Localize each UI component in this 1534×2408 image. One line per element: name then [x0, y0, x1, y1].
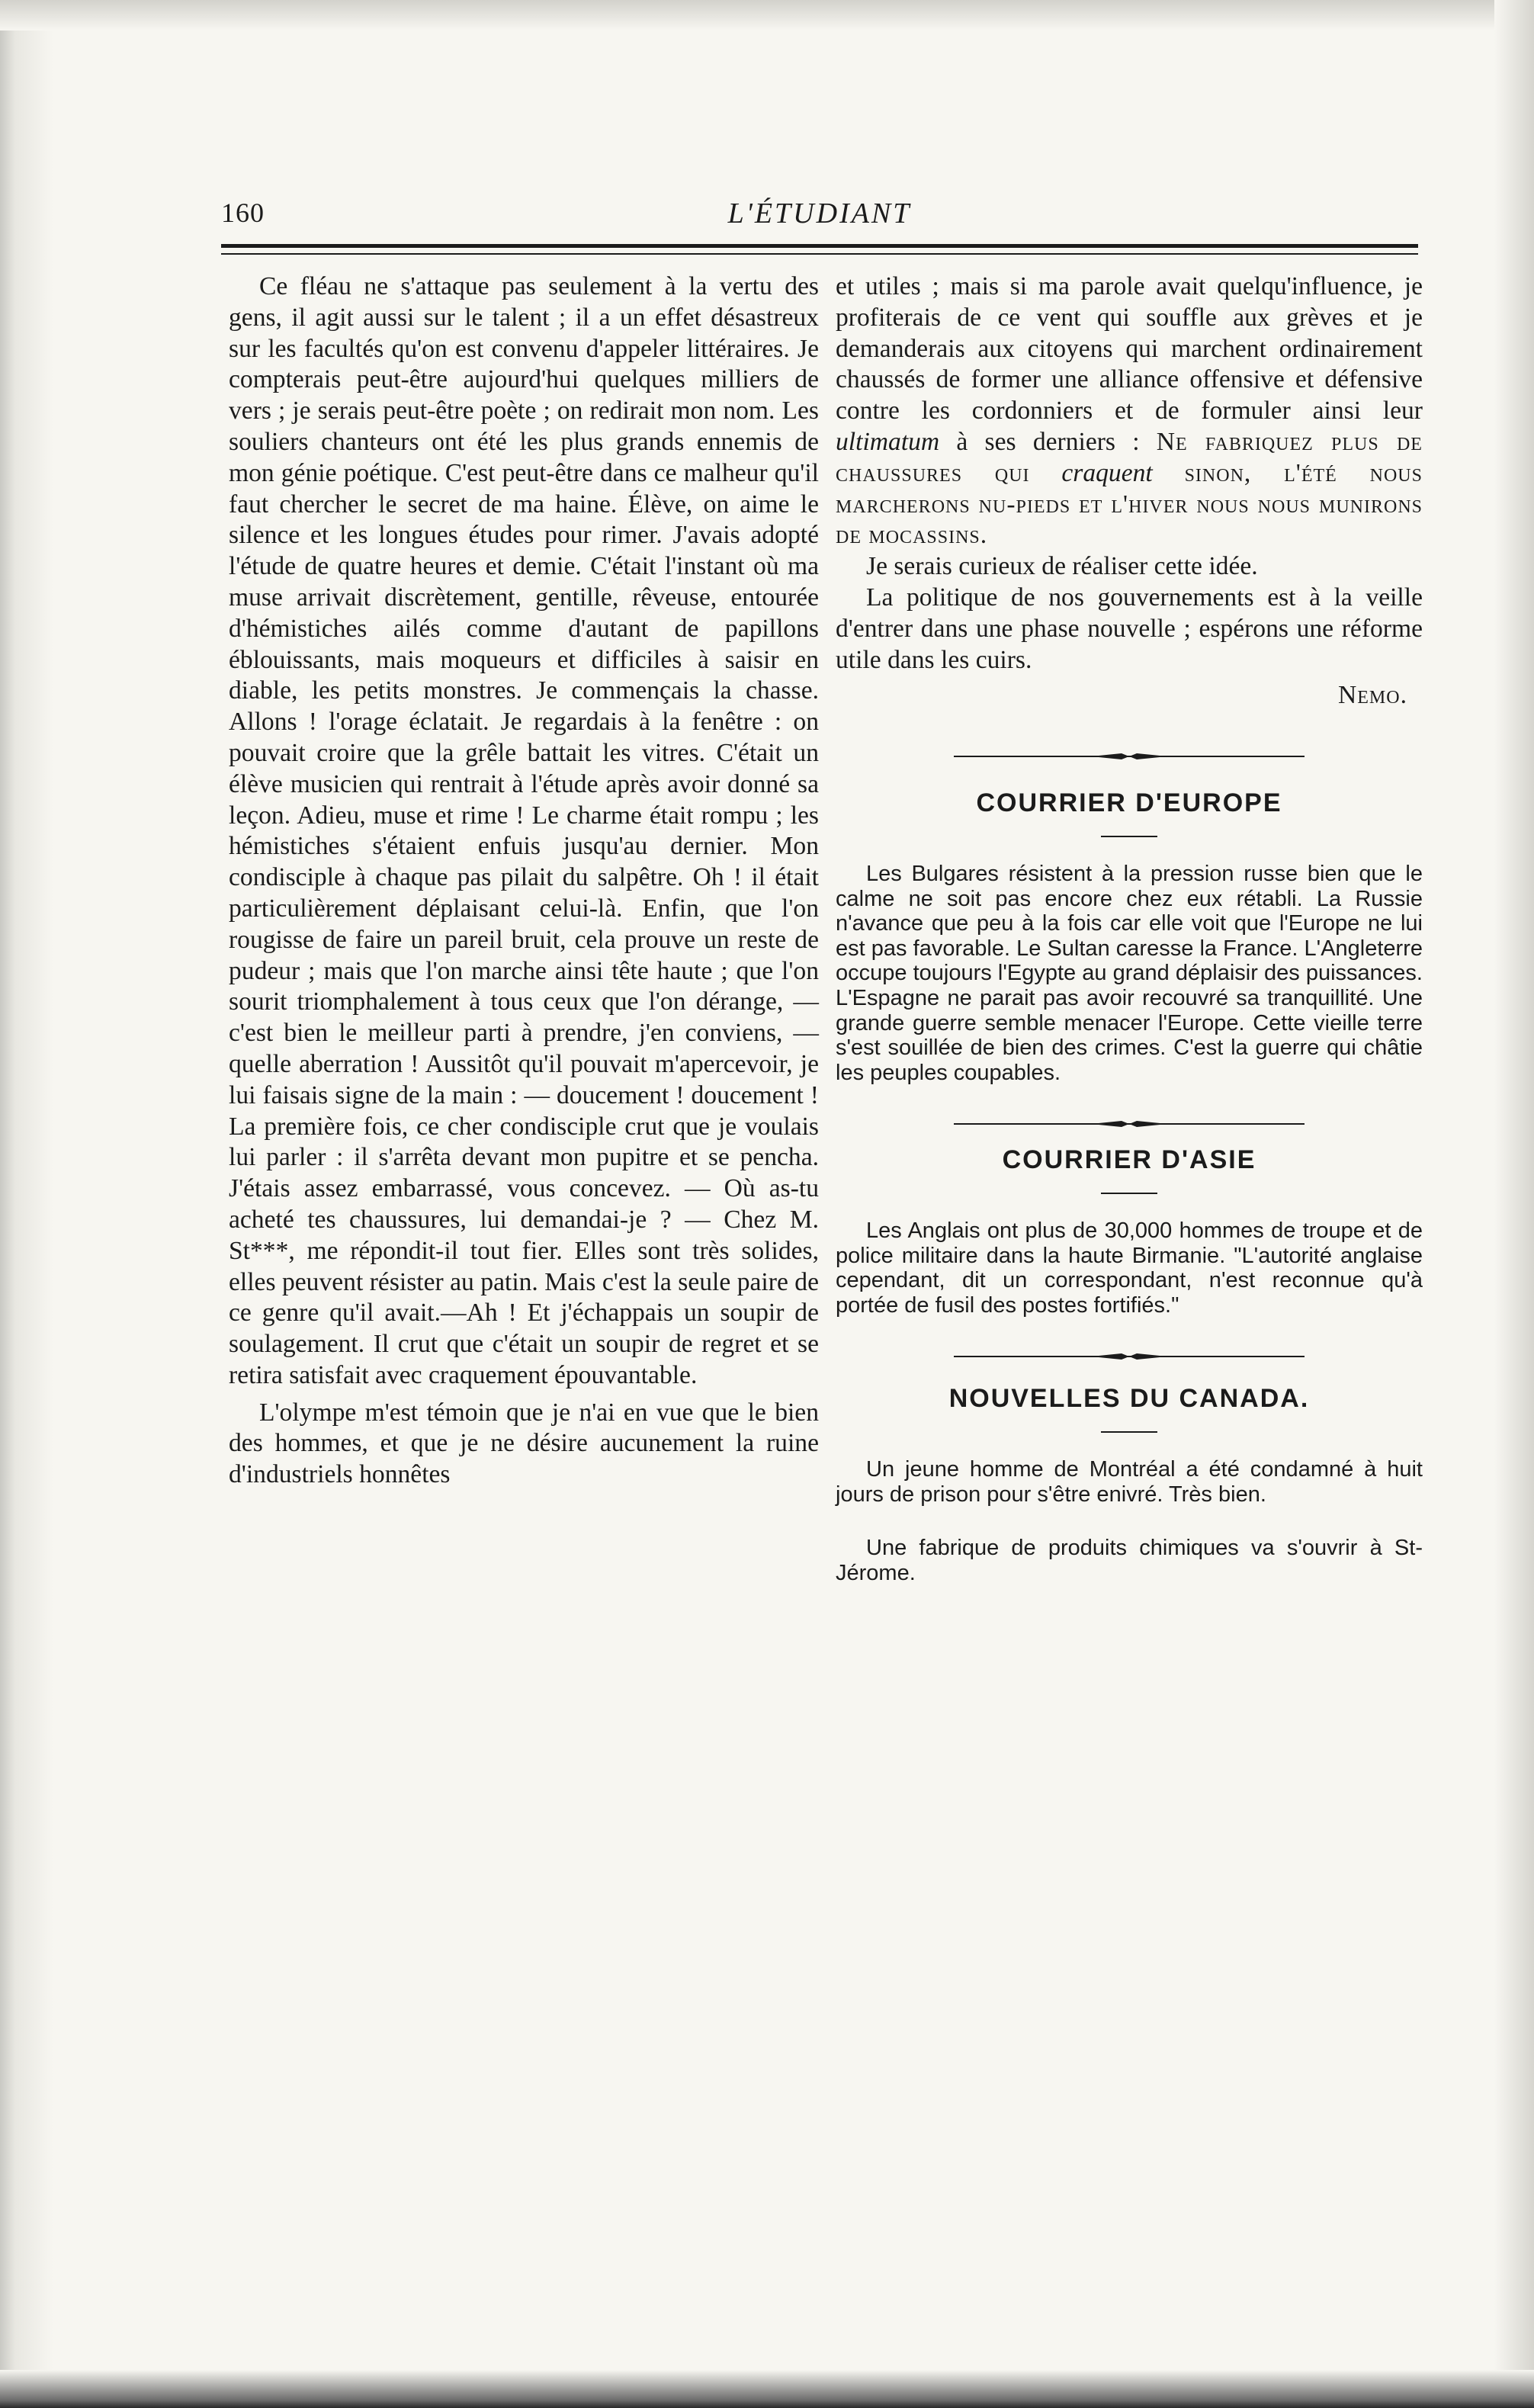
canada-paragraph-1: Un jeune homme de Montréal a été condamné à huit jours de prison pour s'être enivré. Très bien. [836, 1457, 1423, 1507]
ornament-divider-3 [954, 1345, 1305, 1368]
left-paragraph-2: L'olympe m'est témoin que je n'ai en vue que le bien des hommes, et que je ne désire aucunement la ruine d'industriels honnêtes [229, 1398, 819, 1489]
continuation-text: et utiles ; mais si ma parole avait quelqu'influence, je profiterais de ce vent qui souffle aux grèves et je demanderais aux citoyens qui marchent ordinairement chaussés de former une alliance offensive et défensive contre les cordonniers et de formuler ainsi leur [836, 272, 1423, 425]
section-title-canada: NOUVELLES DU CANADA. [948, 1384, 1310, 1414]
signature: Nemo. [1338, 681, 1407, 710]
ornament-divider-2 [954, 1112, 1305, 1135]
ornament-icon [1091, 1351, 1167, 1362]
scan-edge-left [0, 0, 53, 2408]
header-rule-thick [221, 244, 1418, 248]
asie-paragraph: Les Anglais ont plus de 30,000 hommes de troupe et de police militaire dans la haute Birmanie. "L'autorité anglaise cependant, dit un correspondant, n'est reconnue qu'à portée de fusil des postes fortifiés." [836, 1218, 1423, 1318]
scan-edge-right [1494, 0, 1534, 2408]
left-paragraph-1: Ce fléau ne s'attaque pas seulement à la vertu des gens, il agit aussi sur le talent ; il a un effet désastreux sur les facultés qu'on est convenu d'appeler littéraires. Je compterais peut-être aujourd'hui quelques milliers de vers ; je serais peut-être poète ; on redirait mon nom. Les souliers chanteurs ont été les plus grands ennemis de mon génie poétique. C'est peut-être dans ce malheur qu'il faut chercher le secret de ma haine. Élève, on aime le silence et les longues études pour rimer. J'avais adopté l'étude de quatre heures et demie. C'était l'instant où ma muse arrivait discrètement, gentille, rêveuse, entourée d'hémistiches ailés comme d'autant de papillons éblouissants, mais moqueurs et difficiles à saisir en diable, les petits monstres. Je commençais la chasse. Allons ! l'orage éclatait. Je regardais à la fenêtre : on pouvait croire que la grêle battait les vitres. C'était un élève musicien qui rentrait à l'étude après avoir donné sa leçon. Adieu, muse et rime ! Le charme était rompu ; les hémistiches s'étaient enfuis jusqu'au dernier. Mon condisciple à chaque pas pilait du salpêtre. Oh ! il était particulièrement déplaisant celui-là. Enfin, que l'on rougisse de faire un pareil bruit, cela prouve un reste de pudeur ; mais que l'on marche ainsi tête haute ; que l'on sourit triomphalement à tous ceux que l'on dérange, — c'est bien le meilleur parti à prendre, j'en conviens, — quelle aberration ! Aussitôt qu'il pouvait m'apercevoir, je lui faisais signe de la main : — doucement ! doucement ! La première fois, ce cher condisciple crut que je voulais lui parler : il s'arrêta devant mon pupitre et se pencha. J'étais assez embarrassé, vous concevez. — Où as-tu acheté tes chaussures, lui demandai-je ? — Chez M. St***, me répondit-il tout fier. Elles sont très solides, elles peuvent résister au patin. Mais c'est la seule paire de ce genre qu'il avait.—Ah ! Et j'échappais un soupir de soulagement. Il crut que c'était un soupir de regret et se retira satisfait avec craquement épouvantable. [229, 272, 819, 1389]
scan-edge-top [0, 0, 1534, 31]
ultimatum-text-1: Ne fabriquez plus de chaussures qui [836, 427, 1423, 487]
page-number: 160 [221, 197, 265, 228]
paragraph-politics: La politique de nos gouvernements est à la veille d'entrer dans une phase nouvelle ; espérons une réforme utile dans les cuirs. [836, 583, 1423, 674]
right-continuation [836, 271, 1423, 551]
ultimatum-word: ultimatum [836, 427, 940, 456]
right-column [836, 271, 1423, 1586]
ultimatum-text-2: sinon, l'été nous marcherons nu-pieds et l'hiver nous nous munirons de mocassins. [836, 458, 1423, 550]
continuation-text-2: à ses derniers : [956, 427, 1140, 456]
paragraph-curious: Je serais curieux de réaliser cette idée. [866, 552, 1258, 581]
left-column [229, 271, 819, 1491]
ornament-divider-1 [954, 745, 1305, 768]
canada-paragraph-2: Une fabrique de produits chimiques va s'ouvrir à St-Jérome. [836, 1536, 1423, 1586]
journal-title: L'ÉTUDIANT [727, 197, 912, 230]
section-title-asie: COURRIER D'ASIE [1002, 1145, 1256, 1175]
page-header [221, 197, 1418, 242]
ornament-icon [1091, 751, 1167, 762]
craquent-word: craquent [1061, 458, 1153, 487]
section-title-europe: COURRIER D'EUROPE [976, 788, 1282, 818]
ornament-icon [1091, 1119, 1167, 1129]
europe-paragraph: Les Bulgares résistent à la pression russe bien que le calme ne soit pas encore chez eux rétabli. La Russie n'avance que peu à la fois car elle voit que l'Europe ne lui est pas favorable. Le Sultan caresse la France. L'Angleterre occupe toujours l'Egypte au grand déplaisir des puissances. L'Espagne ne parait pas avoir recouvré sa tranquillité. Une grande guerre semble menacer l'Europe. Cette vieille terre s'est souillée de bien des crimes. C'est la guerre qui châtie les peuples coupables. [836, 861, 1423, 1085]
header-rule-thin [221, 253, 1418, 255]
scan-edge-bottom [0, 2370, 1534, 2408]
